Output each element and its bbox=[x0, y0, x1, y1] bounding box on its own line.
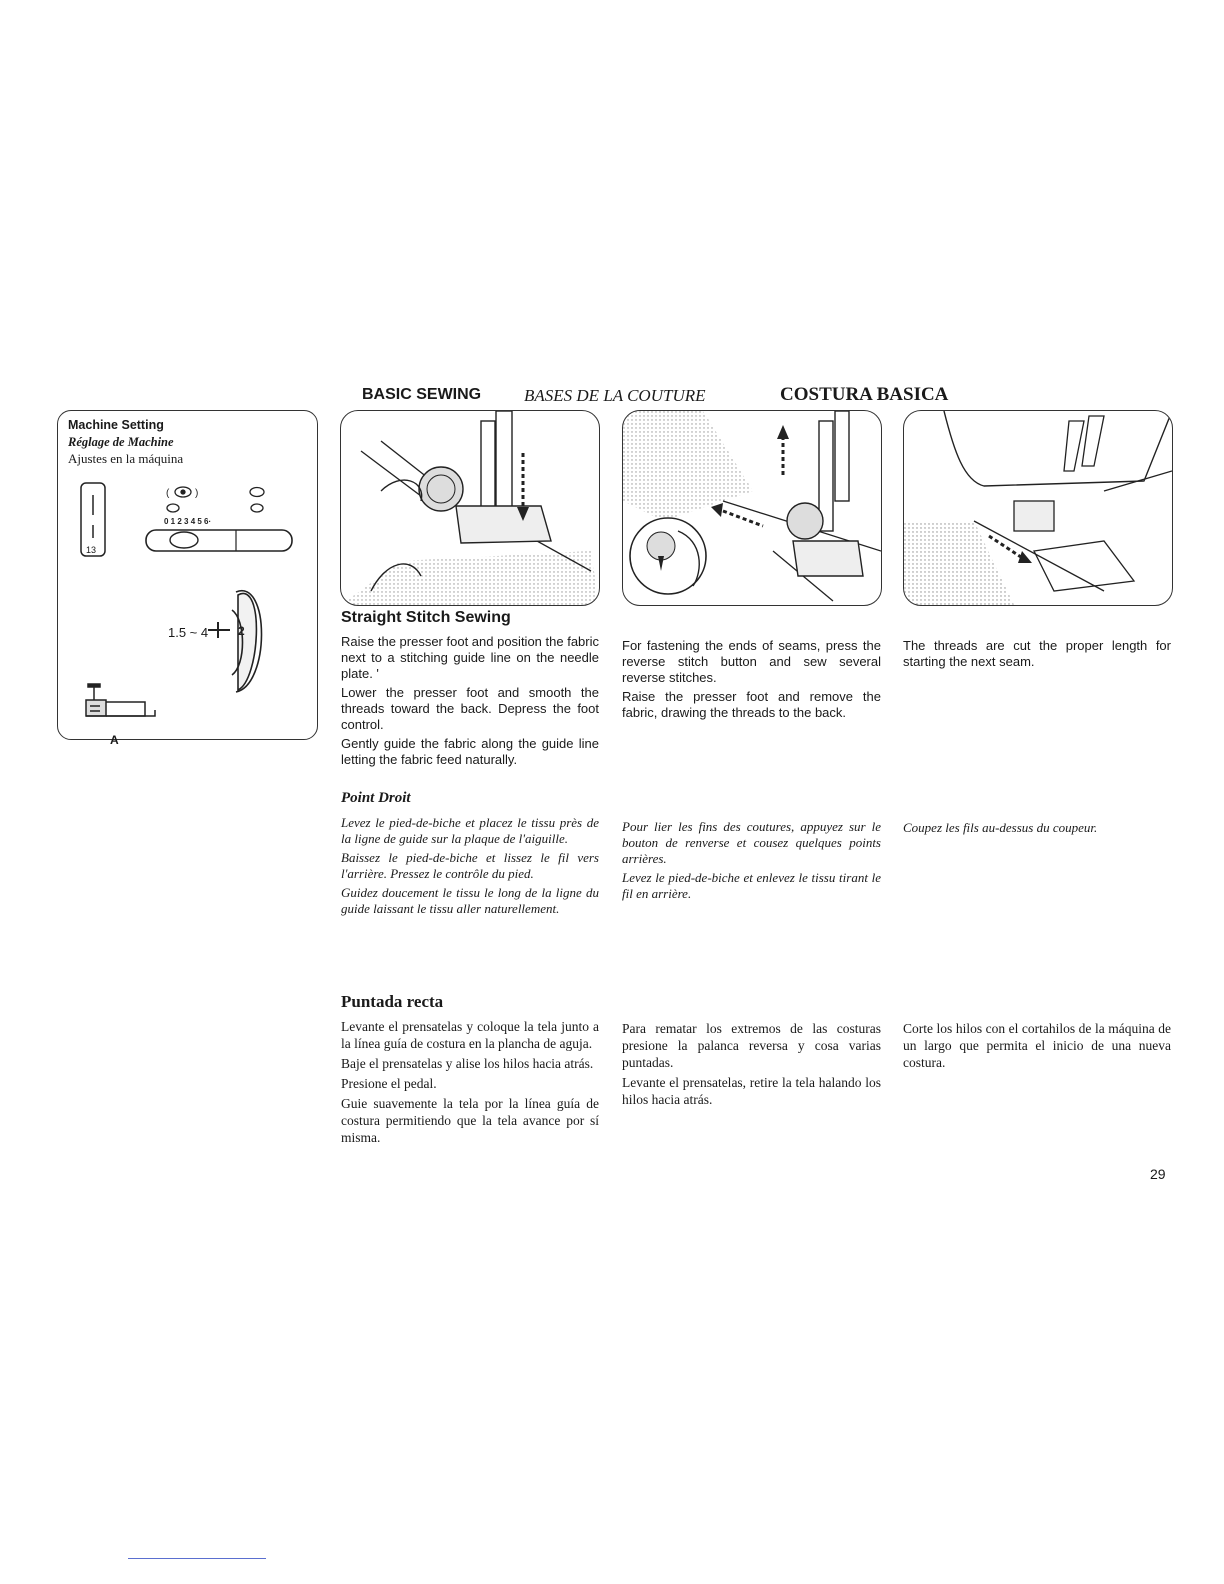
illustration-thread-cutter bbox=[903, 410, 1173, 606]
paragraph: Levez le pied-de-biche et enlevez le tissu tirant le fil en arrière. bbox=[622, 870, 881, 901]
needle-position-icon bbox=[166, 487, 264, 512]
col2-french-text bbox=[622, 819, 881, 905]
heading-straight-stitch-es: Puntada recta bbox=[341, 992, 444, 1011]
presser-foot-label: A bbox=[110, 733, 119, 747]
heading-straight-stitch-en: Straight Stitch Sewing bbox=[341, 609, 511, 626]
machine-setting-diagram bbox=[60, 470, 310, 730]
paragraph: Coupez les fils au-dessus du coupeur. bbox=[903, 820, 1098, 835]
paragraph: Pour lier les fins des coutures, appuyez sur le bouton de renverse et cousez quelques points arrières. bbox=[622, 819, 881, 866]
col2-spanish-text bbox=[622, 1020, 881, 1111]
stitch-length-dial bbox=[232, 591, 262, 692]
stitch-length-range: 1.5 ~ 4 bbox=[168, 625, 209, 640]
paragraph: Corte los hilos con el cortahilos de la máquina de un largo que permita el inicio de una nueva costura. bbox=[903, 1021, 1171, 1070]
svg-text:(: ( bbox=[166, 488, 170, 499]
dial-value: 2 bbox=[238, 624, 245, 638]
paragraph: For fastening the ends of seams, press the reverse stitch button and sew several reverse stitches. bbox=[622, 638, 881, 685]
header-french: BASES DE LA COUTURE bbox=[524, 386, 706, 405]
paragraph: Levez le pied-de-biche et placez le tissu près de la ligne de guide sur la plaque de l'aiguille. bbox=[341, 815, 599, 846]
col3-spanish-text bbox=[903, 1020, 1171, 1074]
paragraph: Presione el pedal. bbox=[341, 1076, 437, 1091]
col3-english-text bbox=[903, 638, 1171, 673]
header-english: BASIC SEWING bbox=[362, 386, 482, 403]
width-slider-knob bbox=[170, 532, 198, 548]
col1-spanish-text bbox=[341, 1018, 599, 1149]
stitch-number: 13 bbox=[86, 545, 97, 555]
paragraph: Levante el prensatelas, retire la tela halando los hilos hacia atrás. bbox=[622, 1075, 881, 1107]
machine-setting-title-fr: Réglage de Machine bbox=[68, 435, 174, 449]
illustration-straight-stitch bbox=[340, 410, 600, 606]
paragraph: Para rematar los extremos de las costuras presione la palanca reversa y cosa varias puntadas. bbox=[622, 1021, 881, 1070]
paragraph: Levante el prensatelas y coloque la tela junto a la línea guía de costura en la plancha de aguja. bbox=[341, 1019, 599, 1051]
paragraph: Baje el prensatelas y alise los hilos hacia atrás. bbox=[341, 1056, 594, 1071]
paragraph: Raise the presser foot and position the fabric next to a stitching guide line on the needle plate. ' bbox=[341, 634, 599, 681]
width-slider bbox=[146, 530, 292, 551]
col1-french-text bbox=[341, 815, 599, 920]
page-number: 29 bbox=[1150, 1166, 1166, 1182]
machine-setting-title-es: Ajustes en la máquina bbox=[68, 451, 184, 466]
paragraph: Guie suavemente la tela por la línea guía de costura permitiendo que la tela avance por sí misma. bbox=[341, 1096, 599, 1145]
paragraph: Baissez le pied-de-biche et lissez le fil vers l'arrière. Pressez le contrôle du pied. bbox=[341, 850, 599, 881]
col1-english-text bbox=[341, 634, 599, 771]
width-scale: 0 1 2 3 4 5 6· bbox=[164, 517, 212, 526]
illustration-reverse-stitch bbox=[622, 410, 882, 606]
bottom-rule bbox=[128, 1558, 266, 1559]
paragraph: Gently guide the fabric along the guide line letting the fabric feed naturally. bbox=[341, 736, 599, 767]
header-spanish: COSTURA BASICA bbox=[780, 384, 949, 405]
presser-foot-a-icon bbox=[86, 684, 155, 716]
paragraph: The threads are cut the proper length for starting the next seam. bbox=[903, 638, 1171, 669]
heading-straight-stitch-fr: Point Droit bbox=[341, 790, 411, 806]
col2-english-text bbox=[622, 638, 881, 724]
machine-setting-title: Machine Setting bbox=[68, 418, 164, 432]
paragraph: Lower the presser foot and smooth the threads toward the back. Depress the foot control. bbox=[341, 685, 599, 732]
col3-french-text bbox=[903, 820, 1171, 839]
svg-text:): ) bbox=[195, 488, 199, 499]
paragraph: Raise the presser foot and remove the fabric, drawing the threads to the back. bbox=[622, 689, 881, 720]
paragraph: Guidez doucement le tissu le long de la ligne du guide laissant le tissu aller naturellement. bbox=[341, 885, 599, 916]
